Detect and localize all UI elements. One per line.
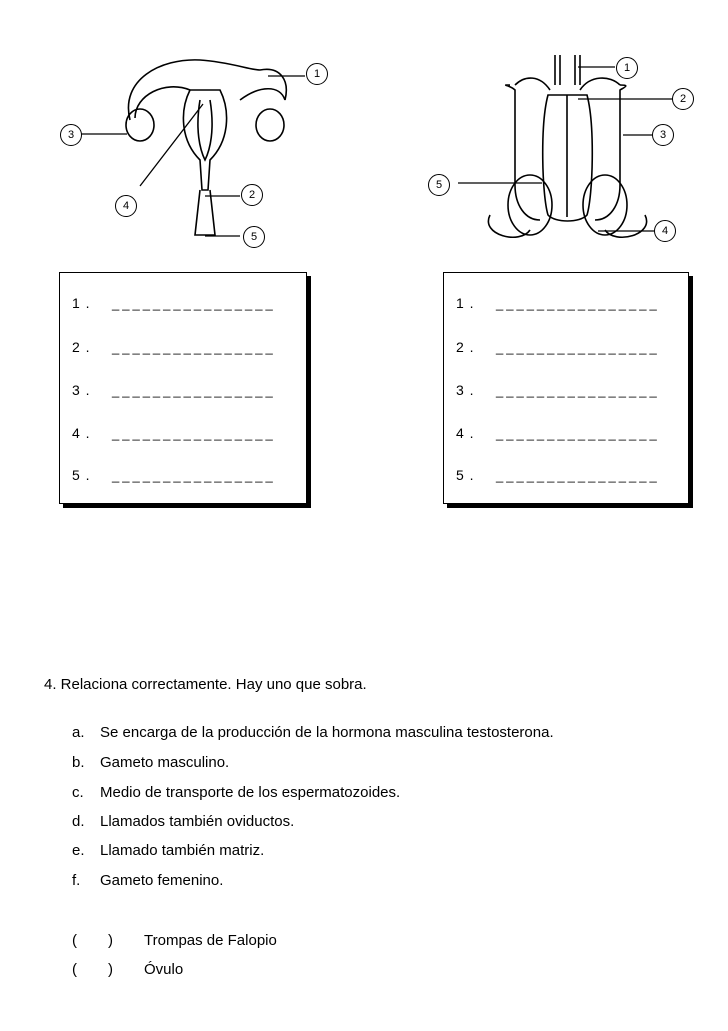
answer-blank[interactable]: ________________ bbox=[112, 426, 276, 441]
answer-row: 2 . ________________ bbox=[72, 339, 276, 355]
male-label-2: 2 bbox=[672, 88, 694, 110]
female-label-4: 4 bbox=[115, 195, 137, 217]
male-label-1: 1 bbox=[616, 57, 638, 79]
question-item: c. Medio de transporte de los espermatozoides. bbox=[72, 784, 401, 801]
match-answer-slot[interactable]: ) bbox=[108, 961, 113, 978]
question-item: b. Gameto masculino. bbox=[72, 754, 230, 771]
answer-blank[interactable]: ________________ bbox=[112, 468, 276, 483]
answer-blank[interactable]: ________________ bbox=[112, 383, 276, 398]
match-row: ( ) Trompas de Falopio bbox=[72, 932, 277, 949]
female-label-3: 3 bbox=[60, 124, 82, 146]
female-reproductive-diagram bbox=[40, 40, 380, 260]
question-item: d. Llamados también oviductos. bbox=[72, 813, 295, 830]
answer-blank[interactable]: ________________ bbox=[112, 296, 276, 311]
answer-row: 2 . ________________ bbox=[456, 339, 660, 355]
match-answer-slot[interactable]: ) bbox=[108, 932, 113, 949]
question-item: e. Llamado también matriz. bbox=[72, 842, 265, 859]
answer-row: 1 . ________________ bbox=[72, 295, 276, 311]
question-title: 4. Relaciona correctamente. Hay uno que sobra. bbox=[44, 676, 367, 693]
male-label-3: 3 bbox=[652, 124, 674, 146]
male-label-5: 5 bbox=[428, 174, 450, 196]
answer-blank[interactable]: ________________ bbox=[496, 296, 660, 311]
answer-blank[interactable]: ________________ bbox=[496, 340, 660, 355]
female-label-1: 1 bbox=[306, 63, 328, 85]
answer-row: 5 . ________________ bbox=[72, 467, 276, 483]
answer-row: 4 . ________________ bbox=[72, 425, 276, 441]
question-item: f. Gameto femenino. bbox=[72, 872, 224, 889]
answer-blank[interactable]: ________________ bbox=[496, 468, 660, 483]
match-row: ( ) Óvulo bbox=[72, 961, 184, 978]
male-label-4: 4 bbox=[654, 220, 676, 242]
answer-row: 3 . ________________ bbox=[72, 382, 276, 398]
female-label-5: 5 bbox=[243, 226, 265, 248]
answer-row: 4 . ________________ bbox=[456, 425, 660, 441]
answer-row: 5 . ________________ bbox=[456, 467, 660, 483]
answer-row: 1 . ________________ bbox=[456, 295, 660, 311]
answer-blank[interactable]: ________________ bbox=[112, 340, 276, 355]
answer-row: 3 . ________________ bbox=[456, 382, 660, 398]
female-answer-box bbox=[59, 272, 307, 504]
answer-blank[interactable]: ________________ bbox=[496, 426, 660, 441]
question-item: a. Se encarga de la producción de la hormona masculina testosterona. bbox=[72, 724, 554, 741]
male-answer-box bbox=[443, 272, 689, 504]
female-label-2: 2 bbox=[241, 184, 263, 206]
answer-blank[interactable]: ________________ bbox=[496, 383, 660, 398]
